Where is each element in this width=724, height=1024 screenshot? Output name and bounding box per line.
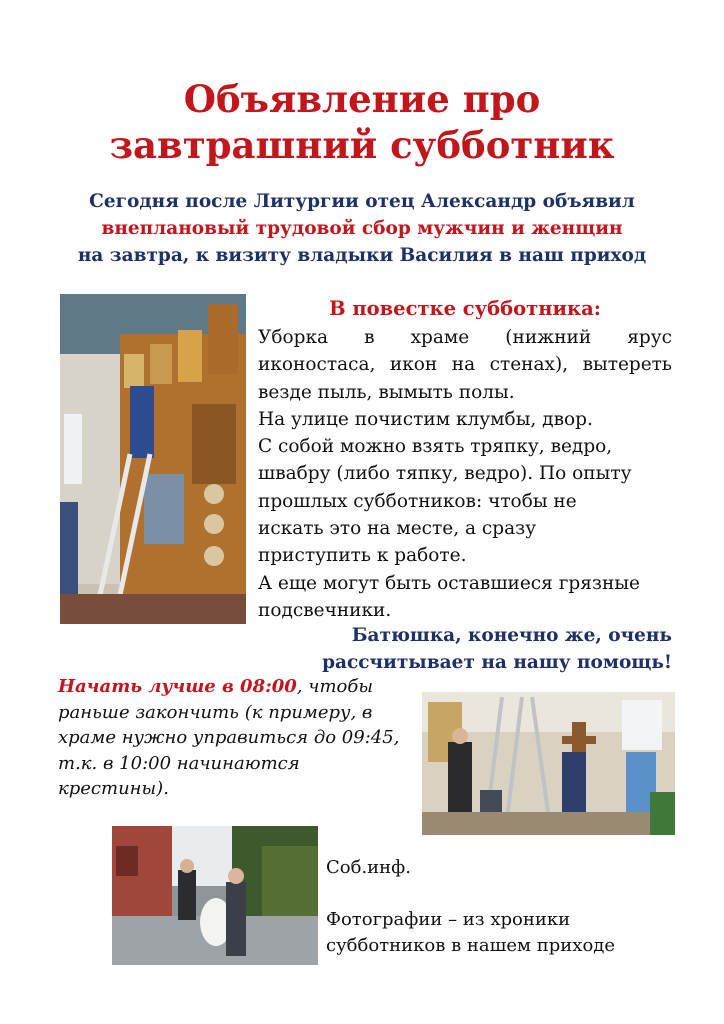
agenda-line: иконостаса, икон на стенах), вытереть	[258, 354, 672, 376]
start-line-1-rest: , чтобы	[296, 676, 373, 697]
start-time-highlight: Начать лучше в 08:00	[58, 676, 297, 697]
photo-outdoor-cleanup	[112, 826, 318, 965]
agenda-line: искать это на месте, а сразу	[258, 518, 537, 540]
page-title	[0, 76, 724, 168]
start-line: раньше закончить (к примеру, в	[58, 701, 373, 723]
start-line: т.к. в 10:00 начинаются	[58, 752, 300, 774]
agenda-line: швабру (либо тяпку, ведро). По опыту	[258, 463, 632, 485]
lead-line-1: Сегодня после Литургии отец Александр объявил	[89, 191, 635, 212]
title-line-1: Объявление про	[183, 77, 541, 121]
agenda-line: Уборка в храме (нижний ярус	[258, 327, 672, 348]
lead-paragraph	[0, 188, 724, 269]
agenda-line: приступить к работе.	[258, 545, 467, 567]
agenda-line: На улице почистим клумбы, двор.	[258, 408, 593, 430]
start-time-note	[58, 674, 408, 802]
agenda-line: везде пыль, вымыть полы.	[258, 381, 515, 403]
photo-iconostasis	[60, 294, 246, 624]
agenda-line: С собой можно взять тряпку, ведро,	[258, 436, 613, 458]
priest-note	[322, 622, 672, 676]
agenda-heading: В повестке субботника:	[329, 297, 601, 320]
photo-caption-line-1: Фотографии – из хроники	[326, 909, 571, 930]
photo-church-interior	[422, 692, 675, 835]
lead-line-2: внеплановый трудовой сбор мужчин и женщин	[101, 218, 623, 239]
priest-line-1: Батюшка, конечно же, очень	[351, 625, 672, 646]
source-note: Соб.инф.	[326, 857, 411, 878]
agenda-line: А еще могут быть оставшиеся грязные	[258, 572, 641, 594]
start-line: храме нужно управиться до 09:45,	[58, 727, 400, 749]
agenda-line: прошлых субботников: чтобы не	[258, 490, 577, 512]
info-block	[326, 855, 615, 959]
title-line-2: завтрашний субботник	[109, 123, 615, 167]
agenda-line: подсвечники.	[258, 599, 392, 621]
agenda-text	[258, 324, 672, 624]
priest-line-2: рассчитывает на нашу помощь!	[322, 652, 672, 673]
start-line: крестины).	[58, 778, 169, 800]
lead-line-3: на завтра, к визиту владыки Василия в наш приход	[77, 245, 647, 266]
photo-caption-line-2: субботников в нашем приходе	[326, 935, 616, 956]
